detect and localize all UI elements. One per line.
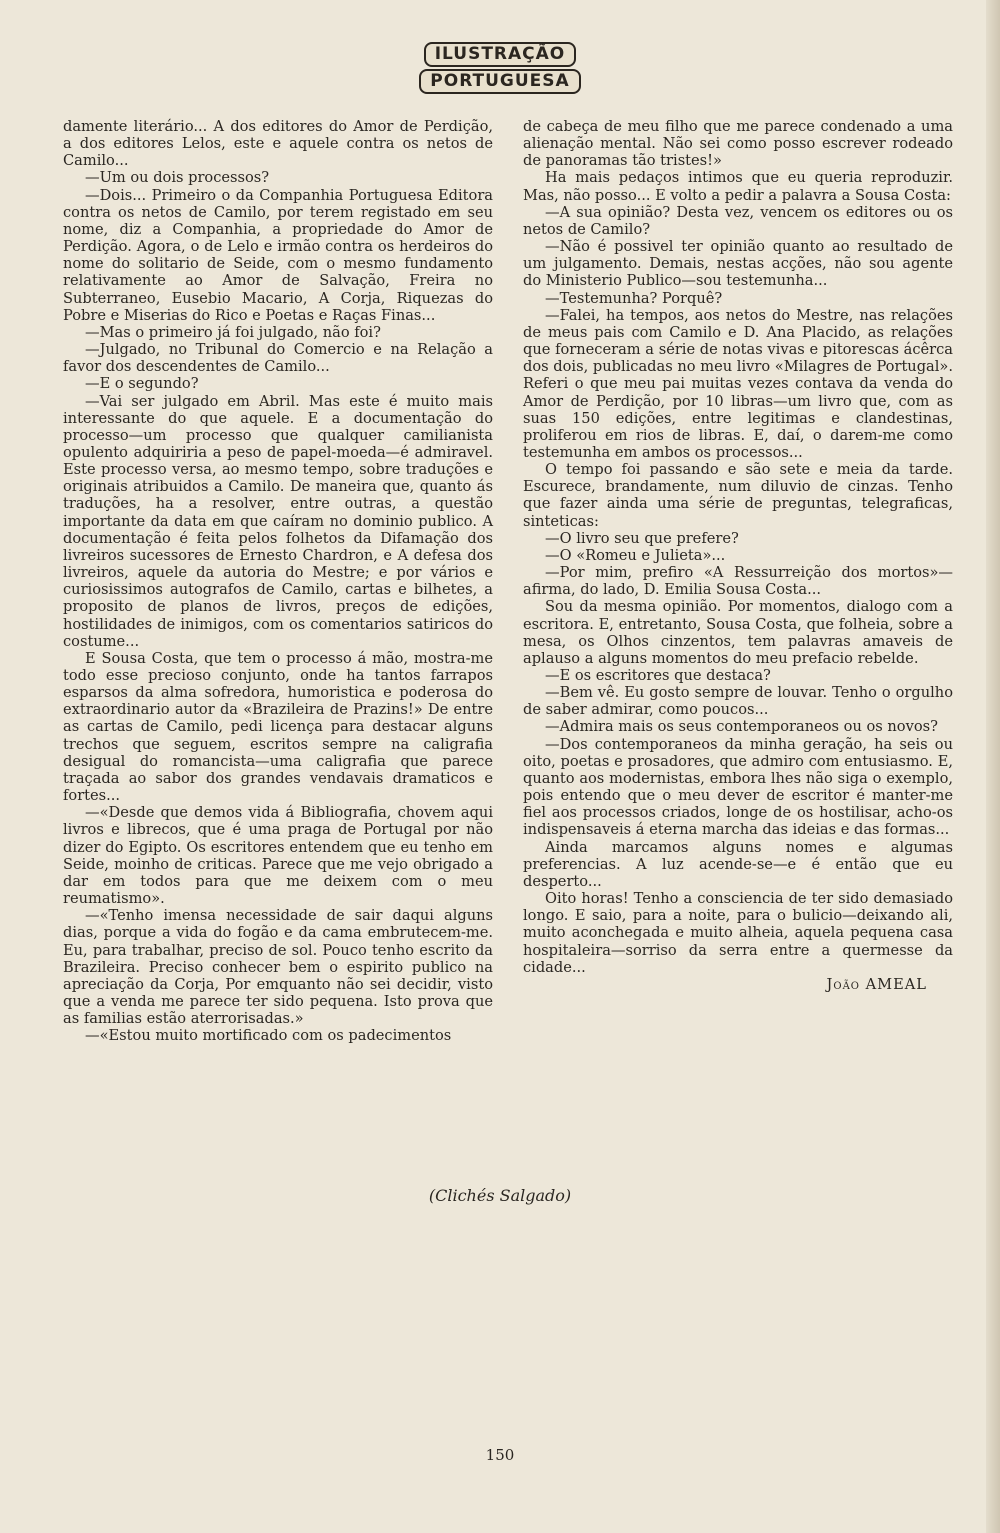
paragraph: —Dos contemporaneos da minha geração, ha seis ou oito, poetas e prosadores, que admiro com entusiasmo. E, quanto aos modernistas, embora lhes não siga o exemplo, pois entendo que o meu dever de escritor é manter-me fiel aos processos criados, longe de os hostilisar, acho-os indispensaveis á eterna marcha das ideias e das formas... [523, 735, 953, 839]
paragraph: —Julgado, no Tribunal do Comercio e na Relação a favor dos descendentes de Camilo... [63, 341, 493, 376]
masthead-logo-line-1: ILUSTRAÇÃO [424, 42, 577, 67]
paragraph: —E os escritores que destaca? [545, 667, 771, 684]
paragraph: O tempo foi passando e são sete e meia da tarde. Escurece, brandamente, num diluvio de cinzas. Tenho que fazer ainda uma série de preguntas, telegraficas, sinteticas: [523, 461, 953, 530]
paragraph: —«Estou muito mortificado com os padecimentos [85, 1027, 452, 1045]
paragraph: —Não é possivel ter opinião quanto ao resultado de um julgamento. Demais, nestas acções, não sou agente do Ministerio Publico—sou testemunha... [523, 238, 953, 290]
paragraph: —Testemunha? Porquê? [545, 289, 723, 307]
paragraph: Oito horas! Tenho a consciencia de ter sido demasiado longo. E saio, para a noite, para o bulicio—deixando ali, muito aconchegada e muito alheia, aquela pequena casa hospitaleira—sorriso da serra entre a quermesse da cidade... [523, 890, 953, 976]
paragraph: —Falei, ha tempos, aos netos do Mestre, nas relações de meus pais com Camilo e D. Ana Placido, as relações que forneceram a série de notas vivas e pitorescas ácêrca dos dois, publicadas no meu livro «Milagres de Portugal». Referi o que meu pai muitas vezes contava da venda do Amor de Perdição, por 10 libras—um livro que, com as suas 150 edições, entre legitimas e clandestinas, proliferou em rios de libras. E, daí, o darem-me como testemunha em ambos os processos... [523, 306, 953, 461]
paragraph: —Por mim, prefiro «A Ressurreição dos mortos»—afirma, do lado, D. Emilia Sousa Costa... [523, 564, 953, 599]
paragraph: Ainda marcamos alguns nomes e algumas preferencias. A luz acende-se—e é então que eu desperto... [523, 838, 953, 890]
author-signature: João AMEAL [826, 975, 927, 993]
paragraph: E Sousa Costa, que tem o processo á mão, mostra-me todo esse precioso conjunto, onde ha tantos farrapos esparsos da alma sofredora, humoristica e poderosa do extraordinario autor da «Brazileira de Prazins!» De entre as cartas de Camilo, pedi licença para destacar alguns trechos que seguem, escritos sempre na caligrafia desigual do romancista—uma caligrafia que parece traçada ao sabor dos grandes vendavais dramaticos e fortes... [63, 649, 493, 805]
left-column [63, 118, 493, 1044]
paragraph: —Um ou dois processos? [85, 169, 270, 187]
paragraph: —O «Romeu e Julieta»... [545, 546, 726, 564]
paragraph: —Mas o primeiro já foi julgado, não foi? [85, 323, 381, 341]
masthead-logo [0, 42, 1000, 94]
paragraph: —O livro seu que prefere? [545, 529, 739, 547]
paragraph: Sou da mesma opinião. Por momentos, dialogo com a escritora. E, entretanto, Sousa Costa, que folheia, sobre a mesa, os Olhos cinzentos, tem palavras amaveis de aplauso a alguns momentos do meu prefacio rebelde. [523, 598, 953, 667]
paragraph: —Dois... Primeiro o da Companhia Portuguesa Editora contra os netos de Camilo, por terem registado em seu nome, diz a Companhia, a propriedade do Amor de Perdição. Agora, o de Lelo e irmão contra os herdeiros do nome do solitario de Seide, com o mesmo fundamento relativamente ao Amor de Salvação, Freira no Subterraneo, Eusebio Macario, A Corja, Riquezas do Pobre e Miserias do Rico e Poetas e Raças Finas... [63, 186, 493, 324]
paragraph: —«Desde que demos vida á Bibliografia, chovem aqui livros e librecos, que é uma praga de Portugal por não dizer do Egipto. Os escritores entendem que eu tenho em Seide, moinho de criticas. Parece que me vejo obrigado a dar em todos para que me deixem com o meu reumatismo». [63, 804, 493, 908]
paragraph: —A sua opinião? Desta vez, vencem os editores ou os netos de Camilo? [523, 203, 953, 238]
paragraph: —Vai ser julgado em Abril. Mas este é muito mais interessante do que aquele. E a documentação do processo—um processo que qualquer camilianista opulento adquiriria a peso de papel-moeda—é admiravel. Este processo versa, ao mesmo tempo, sobre traduções e originais atribuidos a Camilo. De maneira que, quanto ás traduções, ha a resolver, entre outras, a questão importante da data em que caíram no dominio publico. A documentação é feita pelos folhetos da Difamação dos livreiros sucessores de Ernesto Chardron, e A defesa dos livreiros, aquele da autoria do Mestre; e por vários e curiosissimos autografos de Camilo, cartas e bilhetes, a proposito de planos de livros, preços de edições, hostilidades de inimigos, com os comentarios satiricos do costume... [63, 392, 493, 650]
paragraph: —Bem vê. Eu gosto sempre de louvar. Tenho o orgulho de saber admirar, como poucos... [523, 684, 953, 719]
right-column [523, 118, 953, 993]
page-edge [986, 0, 1000, 1533]
masthead-logo-line-2: PORTUGUESA [419, 69, 580, 94]
paragraph: —Admira mais os seus contemporaneos ou os novos? [545, 718, 938, 736]
paragraph: damente literário... A dos editores do Amor de Perdição, a dos editores Lelos, este e aquele contra os netos de Camilo... [63, 118, 493, 170]
paragraph: Ha mais pedaços intimos que eu queria reproduzir. Mas, não posso... E volto a pedir a palavra a Sousa Costa: [523, 169, 953, 204]
paragraph: —«Tenho imensa necessidade de sair daqui alguns dias, porque a vida do fogão e da cama embrutecem-me. Eu, para trabalhar, preciso de sol. Pouco tenho escrito da Brazileira. Preciso conhecer bem o espirito publico na apreciação da Corja, Por emquanto não sei decidir, visto que a venda me parece ter sido pequena. Isto prova que as familias estão aterrorisadas.» [63, 907, 493, 1028]
page-number: 150 [485, 1446, 515, 1464]
paragraph: de cabeça de meu filho que me parece condenado a uma alienação mental. Não sei como posso escrever rodeado de panoramas tão tristes!» [523, 118, 953, 170]
paragraph: —E o segundo? [85, 375, 199, 393]
photo-credit: (Clichés Salgado) [428, 1186, 572, 1205]
